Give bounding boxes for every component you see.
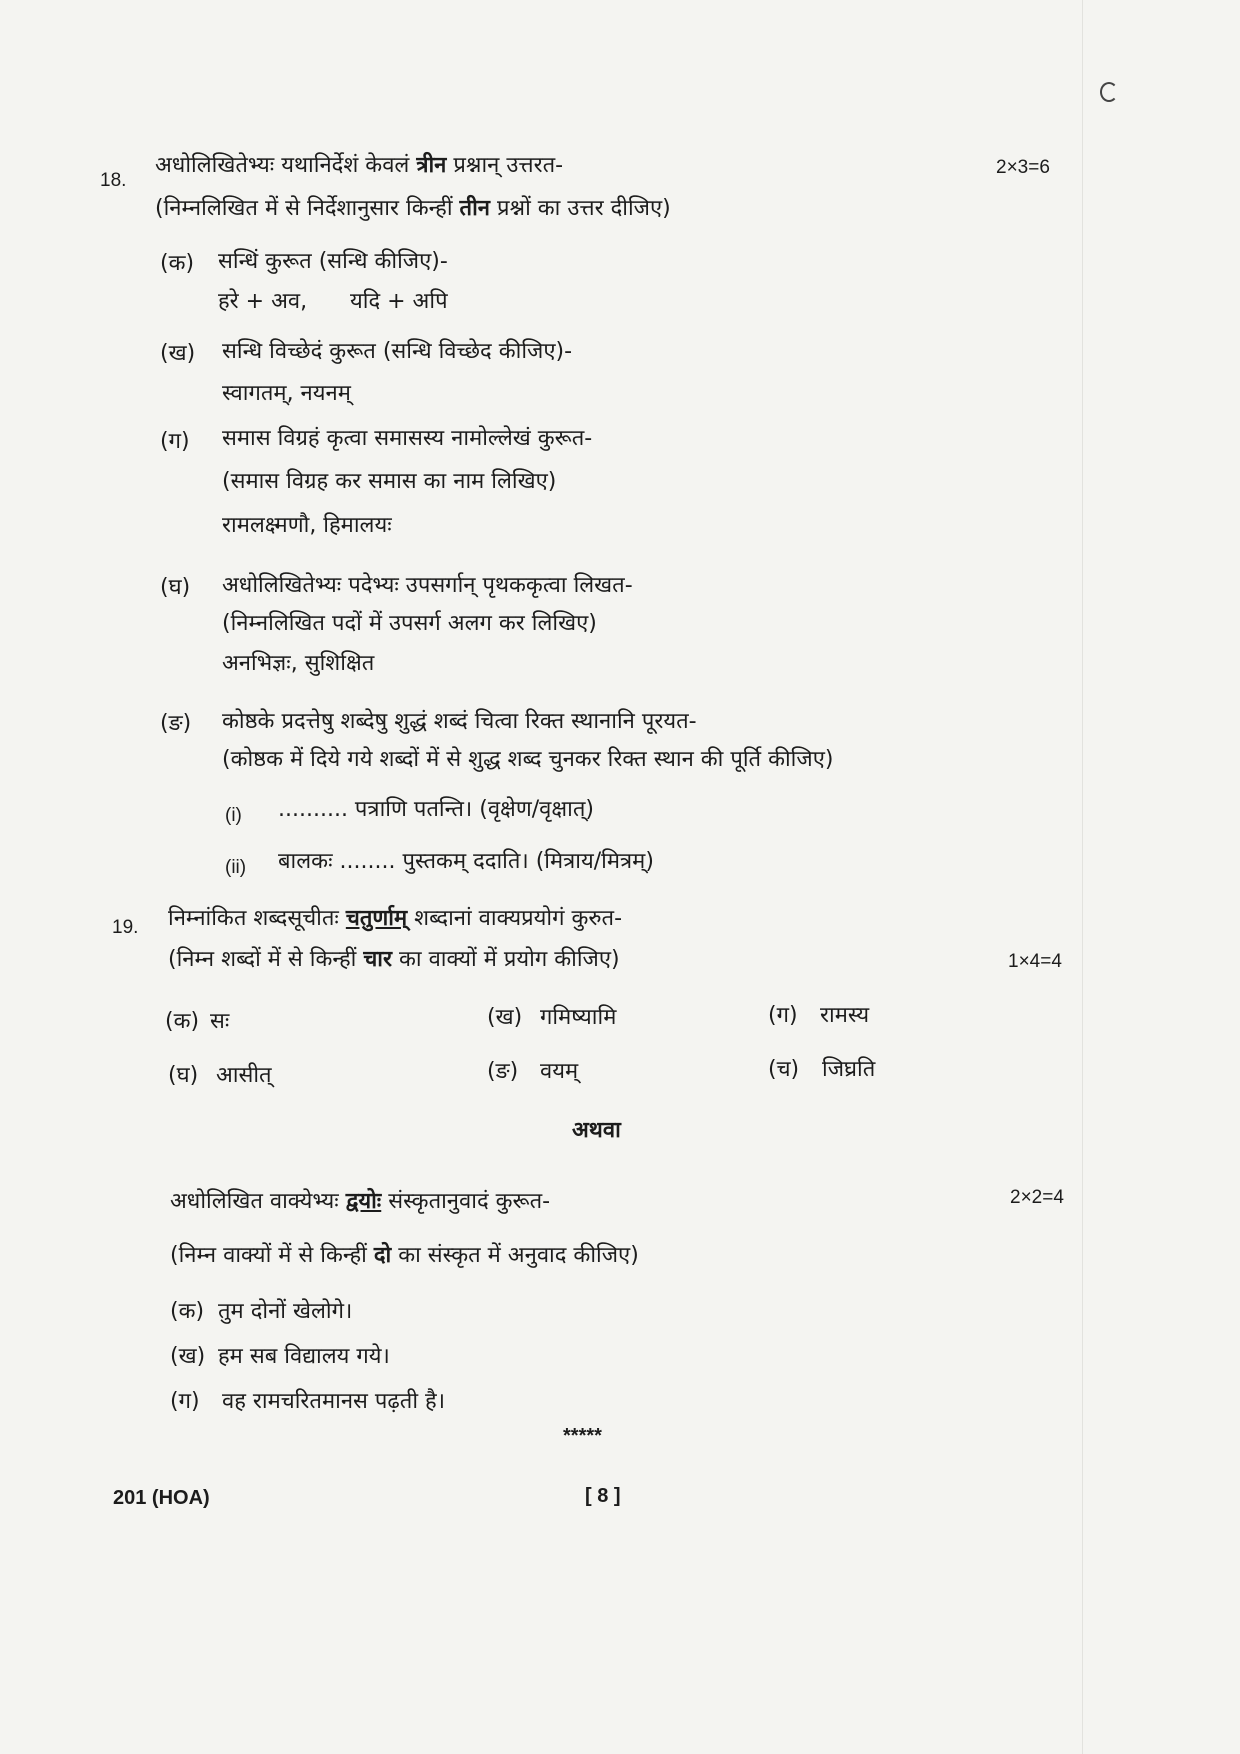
part-label: (ङ) — [160, 711, 192, 736]
part-instruction: सन्धि विच्छेदं कुरूत (सन्धि विच्छेद कीजिए)- — [222, 339, 573, 364]
scan-edge-line — [1082, 0, 1083, 1754]
end-of-paper-mark: ***** — [563, 1425, 602, 1447]
part-instruction: सन्धिं कुरूत (सन्धि कीजिए)- — [218, 249, 448, 274]
marks-allocation: 2×2=4 — [1010, 1187, 1064, 1208]
alternative-heading-hindi — [170, 1242, 639, 1270]
heading-text: अधोलिखितेभ्यः यथानिर्देशं केवलं — [155, 153, 417, 178]
option-word: आसीत् — [216, 1063, 272, 1088]
option-label: (ग) — [768, 1003, 798, 1028]
heading-text: संस्कृतानुवादं कुरूत- — [381, 1189, 551, 1214]
translation-sentence: तुम दोनों खेलोगे। — [218, 1299, 353, 1324]
translation-sentence: वह रामचरितमानस पढ़ती है। — [222, 1389, 446, 1414]
heading-emphasis: चार — [363, 947, 392, 972]
option-word: रामस्य — [820, 1003, 870, 1028]
marks-allocation: 2×3=6 — [996, 157, 1050, 178]
option-word: जिघ्रति — [822, 1057, 876, 1082]
part-instruction-hindi: (कोष्ठक में दिये गये शब्दों में से शुद्ध शब्द चुनकर रिक्त स्थान की पूर्ति कीजिए) — [222, 747, 834, 772]
heading-emphasis: तीन — [459, 196, 490, 221]
option-word: सः — [210, 1009, 230, 1034]
marks-allocation: 1×4=4 — [1008, 951, 1062, 972]
option-label: (क) — [165, 1009, 200, 1034]
question-heading-hindi — [155, 195, 671, 223]
part-instruction-hindi: (निम्नलिखित पदों में उपसर्ग अलग कर लिखिए) — [222, 611, 597, 636]
question-heading-sanskrit — [168, 905, 622, 933]
question-heading-sanskrit — [155, 152, 563, 180]
option-label: (च) — [768, 1057, 800, 1082]
part-label: (क) — [160, 251, 195, 276]
part-words: रामलक्ष्मणौ, हिमालयः — [222, 513, 392, 538]
heading-text: प्रश्नों का उत्तर दीजिए) — [490, 196, 671, 221]
option-word: वयम् — [540, 1059, 579, 1084]
heading-text: अधोलिखित वाक्येभ्यः — [170, 1189, 346, 1214]
fill-in-blank-sentence: .......... पत्राणि पतन्ति। (वृक्षेण/वृक्षात्) — [278, 797, 594, 822]
heading-text: प्रश्नान् उत्तरत- — [446, 153, 564, 178]
part-label: (ख) — [160, 341, 196, 366]
question-heading-hindi — [168, 946, 620, 974]
heading-text: (निम्नलिखित में से निर्देशानुसार किन्हीं — [155, 196, 460, 221]
part-instruction: अधोलिखितेभ्यः पदेभ्यः उपसर्गान् पृथककृत्वा लिखत- — [222, 573, 633, 598]
part-instruction: कोष्ठके प्रदत्तेषु शब्देषु शुद्धं शब्दं चित्वा रिक्त स्थानानि पूरयत- — [222, 709, 697, 734]
fill-in-blank-sentence: बालकः ........ पुस्तकम् ददाति। (मित्राय/मित्रम्) — [278, 849, 654, 874]
option-word: गमिष्यामि — [540, 1005, 617, 1030]
alternative-heading-sanskrit — [170, 1188, 550, 1216]
part-label: (ग) — [160, 429, 190, 454]
question-number: 18. — [100, 170, 127, 191]
sentence-label: (ग) — [170, 1389, 200, 1414]
heading-emphasis: त्रीन — [416, 153, 447, 178]
page-number: [ 8 ] — [585, 1485, 621, 1507]
part-words: अनभिज्ञः, सुशिक्षित — [222, 651, 375, 676]
question-number: 19. — [112, 917, 139, 938]
heading-text: शब्दानां वाक्यप्रयोगं कुरुत- — [407, 906, 623, 931]
option-label: (ङ) — [487, 1059, 519, 1084]
heading-text: निम्नांकित शब्दसूचीतः — [168, 906, 346, 931]
punch-hole-mark — [1100, 82, 1118, 102]
heading-emphasis: चतुर्णाम् — [345, 906, 408, 931]
part-instruction: समास विग्रहं कृत्वा समासस्य नामोल्लेखं कुरूत- — [222, 426, 593, 451]
sentence-label: (क) — [170, 1299, 205, 1324]
heading-text: का वाक्यों में प्रयोग कीजिए) — [392, 947, 620, 972]
blank-number: (ii) — [225, 857, 247, 878]
part-label: (घ) — [160, 575, 191, 600]
part-words: स्वागतम्, नयनम् — [222, 381, 351, 406]
sentence-label: (ख) — [170, 1344, 206, 1369]
heading-text: (निम्न वाक्यों में से किन्हीं — [170, 1243, 374, 1268]
option-label: (ख) — [487, 1005, 523, 1030]
or-divider: अथवा — [572, 1118, 621, 1143]
heading-emphasis: दो — [373, 1243, 392, 1268]
heading-text: का संस्कृत में अनुवाद कीजिए) — [391, 1243, 639, 1268]
blank-number: (i) — [225, 805, 242, 826]
translation-sentence: हम सब विद्यालय गये। — [218, 1344, 390, 1369]
sandhi-item: हरे + अव, — [218, 289, 308, 314]
sandhi-item: यदि + अपि — [350, 289, 448, 314]
heading-text: (निम्न शब्दों में से किन्हीं — [168, 947, 364, 972]
heading-emphasis: द्वयोः — [345, 1189, 382, 1214]
part-instruction-hindi: (समास विग्रह कर समास का नाम लिखिए) — [222, 469, 557, 494]
paper-code: 201 (HOA) — [113, 1487, 210, 1509]
option-label: (घ) — [168, 1063, 199, 1088]
